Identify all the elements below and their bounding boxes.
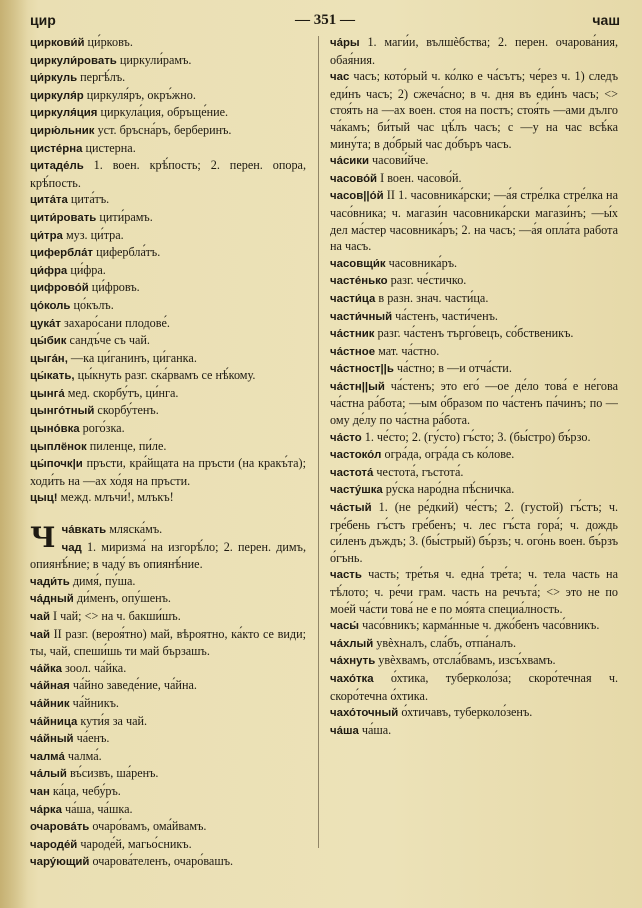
dictionary-entry bbox=[330, 635, 618, 653]
entry-headword: ча́стное bbox=[330, 345, 376, 358]
entry-headword: цирю́льник bbox=[30, 124, 95, 137]
entry-definition: мат. ча́стно. bbox=[375, 343, 440, 358]
dictionary-entry bbox=[30, 730, 306, 748]
entry-definition: чалма́. bbox=[64, 748, 102, 763]
entry-headword: чароде́й bbox=[30, 838, 78, 851]
dictionary-entry bbox=[330, 272, 618, 290]
entry-definition: рого́зка. bbox=[79, 421, 125, 436]
dictionary-entry bbox=[30, 87, 306, 105]
entry-headword: цити́ровать bbox=[30, 211, 97, 224]
entry-headword: ча́йка bbox=[30, 662, 62, 675]
dictionary-entry bbox=[30, 279, 306, 297]
entry-definition: 1. воен. крѣ́пость; 2. перен. опора, крѣ́пость. bbox=[30, 158, 306, 190]
entry-definition: муз. ци́тра. bbox=[62, 227, 124, 242]
dictionary-entry bbox=[30, 539, 306, 573]
entry-headword: частоко́л bbox=[330, 449, 382, 462]
entry-definition: часть; тре́тья ч. една́ тре́та; ч. тела часть на тѣ́лото; ч. ре́чи грам. часть на речъта́; <> это не по мое́й ча́сти това́ не е по мо́ята специа́лность. bbox=[330, 567, 618, 616]
dictionary-entry bbox=[330, 170, 618, 188]
dictionary-entry bbox=[330, 464, 618, 482]
entry-headword: цитаде́ль bbox=[30, 160, 84, 173]
dictionary-entry bbox=[30, 783, 306, 801]
dictionary-entry bbox=[330, 722, 618, 740]
entry-headword: цы́бик bbox=[30, 335, 67, 348]
dictionary-entry bbox=[30, 69, 306, 87]
dictionary-entry bbox=[330, 325, 618, 343]
entry-headword: ча́вкать bbox=[61, 524, 107, 537]
page-edge-shadow bbox=[0, 0, 28, 908]
entry-headword: чахо́тка bbox=[330, 672, 374, 685]
header-left-guideword: цир bbox=[30, 12, 56, 28]
entry-definition: ру́ска наро́дна пѣ́сничка. bbox=[382, 482, 515, 497]
entry-definition: цити́рамъ. bbox=[96, 209, 153, 224]
dictionary-entry bbox=[330, 617, 618, 635]
entry-definition: очарова́теленъ, очаро́вашъ. bbox=[89, 854, 234, 869]
entry-definition: 1. миризма́ на изгорѣ́ло; 2. перен. димъ, опиянѣ́ние; в чаду́ въ опиянѣ́ние. bbox=[30, 539, 306, 572]
entry-headword: ча́лый bbox=[30, 768, 67, 781]
dictionary-entry bbox=[30, 677, 306, 695]
entry-definition: ди́менъ, опу́шенъ. bbox=[73, 591, 171, 606]
entry-headword: цо́коль bbox=[30, 299, 71, 312]
dictionary-entry bbox=[30, 122, 306, 140]
dictionary-entry bbox=[330, 343, 618, 361]
entry-headword: цы́почк|и bbox=[30, 458, 83, 471]
entry-definition: —ка ци́ганинъ, ци́ганка. bbox=[67, 350, 197, 365]
entry-definition: ча́ша. bbox=[358, 722, 392, 737]
dictionary-entry bbox=[30, 713, 306, 731]
dictionary-entry bbox=[30, 315, 306, 333]
dictionary-entry bbox=[30, 227, 306, 245]
dictionary-entry bbox=[330, 704, 618, 722]
entry-definition: увѐхвамъ, отсла́бвамъ, изсъ́хвамъ. bbox=[375, 653, 556, 668]
section-initial-letter: Ч bbox=[30, 521, 56, 555]
entry-definition: мляска́мъ. bbox=[106, 522, 163, 537]
entry-headword: циркули́ровать bbox=[30, 54, 117, 67]
dictionary-entry bbox=[30, 818, 306, 836]
entry-headword: ча́рка bbox=[30, 803, 62, 816]
dictionary-entry bbox=[330, 481, 618, 499]
dictionary-entry bbox=[330, 566, 618, 617]
entry-definition: пиленце, пи́ле. bbox=[86, 438, 167, 453]
entry-definition: II 1. часовника́рски; —а́я стре́лка стре́лка на часо́вника; ч. магази́н часовника́рски магази́нъ; —ы́х дел ма́стер часовника́ръ; 2. на часъ; —а́я опла́та работа на часъ. bbox=[330, 188, 618, 254]
dictionary-entry bbox=[30, 52, 306, 70]
dictionary-entry bbox=[330, 429, 618, 447]
dictionary-entry bbox=[30, 157, 306, 191]
entry-headword: ча́стник bbox=[330, 328, 375, 341]
entry-definition: цифербла́тъ. bbox=[93, 245, 161, 260]
entry-headword: чару́ющий bbox=[30, 856, 90, 869]
dictionary-entry bbox=[30, 262, 306, 280]
dictionary-entry bbox=[30, 608, 306, 626]
entry-headword: ча́сто bbox=[330, 431, 362, 444]
dictionary-entry bbox=[330, 360, 618, 378]
dictionary-entry bbox=[30, 140, 306, 158]
entry-headword: чад bbox=[61, 541, 82, 554]
dictionary-entry bbox=[30, 104, 306, 122]
entry-headword: чан bbox=[30, 785, 50, 798]
entry-headword: циркови́й bbox=[30, 37, 85, 49]
column-divider bbox=[318, 36, 319, 848]
section-break bbox=[30, 507, 306, 521]
entry-headword: цыплёнок bbox=[30, 440, 87, 453]
entry-headword: цынга́ bbox=[30, 387, 65, 400]
entry-headword: цука́т bbox=[30, 317, 61, 330]
entry-definition: скорбу́тенъ. bbox=[94, 403, 159, 418]
entry-definition: циркула́ция, обръще́ние. bbox=[97, 105, 229, 120]
entry-definition: димя́, пу́ша. bbox=[69, 573, 136, 588]
entry-headword: цифербла́т bbox=[30, 247, 94, 260]
dictionary-entry bbox=[30, 385, 306, 403]
dictionary-entry bbox=[330, 446, 618, 464]
entry-headword: ча́стн||ый bbox=[330, 380, 385, 393]
entry-headword: часово́й bbox=[330, 172, 378, 185]
entry-definition: разг. ча́стенъ търго́вецъ, со́бственикъ. bbox=[374, 326, 574, 341]
entry-definition: мед. скорбу́тъ, ци́нга. bbox=[64, 385, 179, 400]
entry-definition: ча́йникъ. bbox=[69, 695, 119, 710]
entry-definition: 1. (не ре́дкий) че́стъ; 2. (густой) гъ́стъ; ч. гре́бень гъ́стъ гре́бенъ; ч. лес гъ́ста гора́; ч. дождь си́ленъ дъждъ; 3. (бы́стрый) бъ́рзъ; ч. ого́нь воен. бъ́рзъ о́гънь. bbox=[330, 500, 618, 565]
running-header bbox=[30, 8, 620, 30]
entry-headword: ча́хлый bbox=[330, 637, 374, 650]
dictionary-entry bbox=[30, 695, 306, 713]
entry-definition: чароде́й, магьо́сникъ. bbox=[77, 836, 192, 851]
entry-definition: честота́, гъстота́. bbox=[373, 464, 464, 479]
entry-definition: 1. че́сто; 2. (гу́сто) гъ́сто; 3. (бы́стро) бъ́рзо. bbox=[361, 429, 591, 444]
entry-definition: огра́да, огра́да съ ко́лове. bbox=[381, 447, 515, 462]
entry-definition: кути́я за чай. bbox=[77, 713, 148, 728]
entry-headword: ча́ша bbox=[330, 724, 359, 737]
dictionary-entry bbox=[30, 209, 306, 227]
dictionary-entry bbox=[30, 420, 306, 438]
dictionary-entry bbox=[30, 332, 306, 350]
entry-headword: цынго́тный bbox=[30, 405, 95, 418]
dictionary-entry bbox=[330, 499, 618, 566]
entry-headword: ча́йный bbox=[30, 733, 74, 746]
entry-headword: часовщи́к bbox=[330, 257, 386, 270]
entry-definition: очаро́вамъ, ома́йвамъ. bbox=[89, 819, 207, 834]
entry-definition: ча́стенъ; это его́ —ое де́ло това́ е не́гова ча́стна ра́бота; —ым о́бразом по ча́стенъ па́чинъ; по —ому де́лу по ча́стна ра́бота. bbox=[330, 378, 618, 428]
entry-headword: чади́ть bbox=[30, 575, 70, 588]
entry-definition: въ́сизвъ, ша́ренъ. bbox=[66, 766, 159, 781]
entry-definition: II разг. (вероя́тно) май, вѣроятно, ка́кто се види; ты, чай, спеши́шь ти май бързашъ. bbox=[30, 626, 306, 659]
entry-definition: ча́ша, ча́шка. bbox=[61, 801, 133, 816]
dictionary-entry bbox=[30, 489, 306, 507]
entry-definition: ча́енъ. bbox=[73, 731, 110, 746]
dictionary-entry bbox=[30, 748, 306, 766]
entry-headword: цыц! bbox=[30, 492, 58, 505]
entry-definition: зоол. ча́йка. bbox=[62, 660, 127, 675]
entry-definition: уст. бръсна́ръ, берберинъ. bbox=[94, 122, 232, 137]
entry-definition: пергѣ́лъ. bbox=[77, 70, 126, 85]
entry-headword: чай bbox=[30, 611, 50, 623]
dictionary-entry bbox=[30, 573, 306, 591]
entry-definition: захаро́сани плодове́. bbox=[60, 315, 170, 330]
entry-definition: цо́кълъ. bbox=[70, 297, 114, 312]
dictionary-entry bbox=[30, 836, 306, 854]
entry-definition: увѐхналъ, сла́бъ, отпа́налъ. bbox=[373, 635, 517, 650]
entry-definition: о́хтичавъ, туберколо́зенъ. bbox=[398, 705, 533, 720]
entry-headword: частýшка bbox=[330, 484, 383, 497]
dictionary-entry bbox=[30, 455, 306, 489]
entry-headword: цыга́н, bbox=[30, 352, 68, 365]
entry-headword: ча́хнуть bbox=[330, 655, 376, 668]
entry-definition: пръсти, кра́йщата на пръсти (на кракъ́та); ходи́ть на —ах хо́дя на пръсти. bbox=[30, 456, 306, 488]
entry-headword: части́чный bbox=[330, 310, 393, 323]
entry-definition: I воен. часово́й. bbox=[377, 170, 462, 185]
dictionary-entry bbox=[330, 68, 618, 152]
dictionary-entry bbox=[30, 801, 306, 819]
entry-definition: сандъ́че съ чай. bbox=[66, 333, 150, 348]
entry-headword: ча́стый bbox=[330, 502, 372, 515]
entry-definition: часо́вникъ; карма́нные ч. джо́бенъ часо́вникъ. bbox=[359, 618, 600, 633]
dictionary-entry bbox=[330, 652, 618, 670]
entry-definition: разг. че́стичко. bbox=[387, 273, 467, 288]
dictionary-entry bbox=[30, 244, 306, 262]
entry-definition: ци́фровъ. bbox=[88, 280, 140, 295]
dictionary-entry bbox=[30, 626, 306, 660]
dictionary-entry bbox=[330, 255, 618, 273]
entry-definition: цита́тъ. bbox=[67, 192, 110, 207]
entry-definition: в разн. знач. части́ца. bbox=[375, 290, 489, 305]
dictionary-entry bbox=[30, 297, 306, 315]
entry-headword: ча́сики bbox=[330, 155, 369, 168]
header-right-guideword: чаш bbox=[592, 12, 620, 28]
entry-headword: циркуля́ция bbox=[30, 107, 98, 120]
dictionary-entry bbox=[330, 378, 618, 429]
dictionary-entry bbox=[330, 290, 618, 308]
dictionary-entry bbox=[30, 191, 306, 209]
entry-definition: часови́йче. bbox=[369, 153, 429, 168]
entry-headword: часы́ bbox=[330, 620, 360, 633]
entry-headword: цисте́рна bbox=[30, 142, 83, 155]
entry-definition: I чай; <> на ч. бакши́шъ. bbox=[49, 609, 181, 623]
left-column bbox=[30, 34, 306, 902]
entry-definition: ци́фра. bbox=[67, 262, 106, 277]
dictionary-entry bbox=[30, 402, 306, 420]
entry-headword: ча́йница bbox=[30, 715, 78, 728]
entry-headword: ци́тра bbox=[30, 229, 63, 242]
entry-headword: чалма́ bbox=[30, 750, 65, 763]
dictionary-entry bbox=[330, 187, 618, 254]
entry-headword: чахо́точный bbox=[330, 707, 399, 720]
entry-headword: ча́ры bbox=[330, 37, 360, 49]
entry-definition: ци́рковъ. bbox=[84, 35, 133, 49]
page-number: — 351 — bbox=[295, 12, 355, 28]
entry-definition: ча́стенъ, части́ченъ. bbox=[392, 308, 498, 323]
entry-headword: часть bbox=[330, 569, 362, 582]
entry-headword: ча́йная bbox=[30, 680, 70, 693]
entry-headword: частота́ bbox=[330, 466, 374, 479]
entry-definition: 1. маги́и, вълшѐбства; 2. перен. очарова́ния, обая́ния. bbox=[330, 35, 618, 67]
entry-headword: цыно́вка bbox=[30, 423, 80, 436]
entry-headword: ча́стност||ь bbox=[330, 363, 394, 376]
entry-headword: циркуля́р bbox=[30, 89, 84, 102]
dictionary-entry bbox=[30, 34, 306, 52]
entry-definition: о́хтика, туберколо́за; скоро́течная ч. скоро́течна о́хтика. bbox=[330, 670, 618, 703]
entry-definition: часъ; кото́рый ч. ко́лко е ча́сътъ; че́рез ч. 1) следъ еди́нъ часъ; 2) сжеча́сно; в ч. дня въ еди́нъ часъ; <> стоя́ть на —ах воен. стоя на постъ; стоя́ть —ами дълго ча́камъ; би́тый час цѣ́лъ часъ; с —у на час всѣ́ка мину́та; в до́брый час до́бъръ часъ. bbox=[330, 69, 618, 151]
entry-headword: часов||о́й bbox=[330, 190, 384, 203]
entry-definition: циркули́рамъ. bbox=[116, 52, 192, 67]
dictionary-entry bbox=[30, 765, 306, 783]
entry-headword: чай bbox=[30, 628, 50, 641]
dictionary-entry bbox=[330, 670, 618, 704]
entry-definition: ча́йно заведе́ние, ча́йна. bbox=[69, 678, 197, 693]
dictionary-entry bbox=[30, 350, 306, 368]
entry-definition: ка́ца, чебу́ръ. bbox=[49, 783, 121, 798]
dictionary-entry bbox=[30, 660, 306, 678]
right-column bbox=[330, 34, 618, 902]
entry-definition: цы́кнуть разг. ска́рвамъ се нѣ́кому. bbox=[74, 368, 256, 383]
dictionary-entry bbox=[30, 367, 306, 385]
dictionary-entry bbox=[30, 853, 306, 871]
entry-headword: цифрово́й bbox=[30, 282, 89, 295]
entry-headword: ча́дный bbox=[30, 593, 74, 606]
entry-definition: ча́стно; в —и отча́сти. bbox=[393, 361, 512, 376]
dictionary-entry bbox=[30, 590, 306, 608]
entry-headword: цы́кать, bbox=[30, 370, 75, 383]
dictionary-entry bbox=[330, 34, 618, 68]
entry-definition: межд. млъчи́!, млъкъ! bbox=[57, 490, 174, 505]
entry-headword: ци́фра bbox=[30, 264, 68, 277]
entry-headword: ци́ркуль bbox=[30, 72, 78, 85]
entry-headword: очарова́ть bbox=[30, 821, 90, 834]
entry-headword: ча́йник bbox=[30, 697, 70, 710]
entry-headword: час bbox=[330, 71, 350, 84]
entry-definition: циркуля́ръ, окръ́жно. bbox=[83, 87, 196, 102]
dictionary-entry bbox=[330, 152, 618, 170]
entry-definition: часовника́ръ. bbox=[385, 255, 458, 270]
entry-headword: части́ца bbox=[330, 292, 376, 305]
entry-headword: цита́та bbox=[30, 194, 68, 207]
dictionary-entry bbox=[30, 438, 306, 456]
dictionary-entry bbox=[330, 308, 618, 326]
entry-headword: часте́нько bbox=[330, 275, 388, 288]
entry-definition: цистерна. bbox=[82, 140, 136, 155]
